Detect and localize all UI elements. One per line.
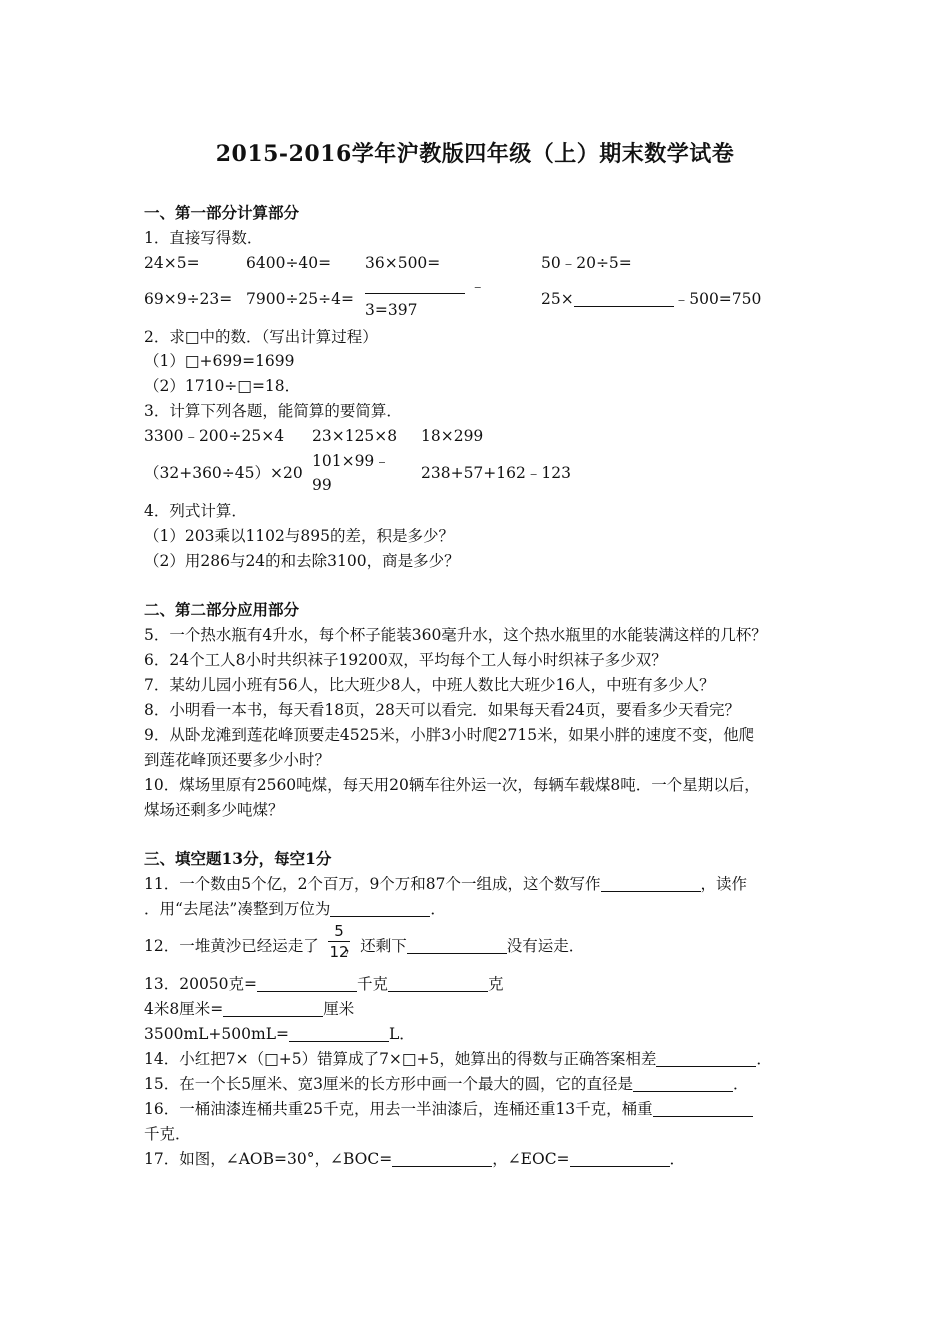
answer-blank[interactable] — [574, 290, 674, 307]
q3-r2-c1: （32+360÷45）×20 — [144, 464, 303, 482]
q1-r2-c1: 69×9÷23= — [144, 290, 233, 308]
q11-line2-post: ． — [430, 900, 446, 918]
q13-line2-pre: 4米8厘米= — [144, 1000, 224, 1018]
answer-blank[interactable] — [653, 1100, 753, 1117]
q12-pre: 12．一堆黄沙已经运走了 — [144, 937, 319, 955]
q12-line — [144, 936, 584, 956]
q1-r2-minus: ﹣ — [469, 277, 486, 295]
answer-blank[interactable] — [388, 975, 488, 992]
q3-r1-c3: 18×299 — [421, 427, 484, 445]
q11-line2 — [144, 899, 446, 919]
q13-line2 — [144, 999, 354, 1019]
q7-text: 7．某幼儿园小班有56人，比大班少8人，中班人数比大班少16人，中班有多少人？ — [144, 676, 715, 694]
part3-heading: 三、填空题13分，每空1分 — [144, 849, 332, 868]
q4-a: （1）203乘以1102与895的差，积是多少？ — [144, 527, 454, 545]
q11-line1-pre: 11．一个数由5个亿，2个百万，9个万和87个一组成，这个数写作 — [144, 875, 601, 893]
q14-line — [144, 1049, 772, 1069]
q16-line2: 千克． — [144, 1125, 191, 1143]
q13-line3-post: L． — [389, 1025, 415, 1043]
q11-line2-pre: ．用“去尾法”凑整到万位为 — [144, 900, 331, 918]
q2-text: 2．求□中的数．（写出计算过程） — [144, 328, 378, 346]
q13-line1-post: 克 — [488, 975, 504, 993]
q1-r1-c1: 24×5= — [144, 254, 200, 272]
q1-r2-c4-post: ﹣500=750 — [673, 290, 762, 308]
q14-pre: 14．小红把7×（□+5）错算成了7×□+5，她算出的得数与正确答案相差 — [144, 1050, 657, 1068]
answer-blank[interactable] — [407, 937, 507, 954]
q14-post: ． — [756, 1050, 772, 1068]
q1-r2-c2: 7900÷25÷4= — [246, 290, 354, 308]
q3-r2-c2-bottom: 99 — [312, 476, 332, 494]
q3-r2-c3: 238+57+162﹣123 — [421, 464, 571, 482]
q9-line2: 到莲花峰顶还要多少小时？ — [144, 751, 331, 769]
q1-r2-c3-tail: 3=397 — [365, 301, 418, 319]
q16-line1 — [144, 1099, 753, 1119]
q1-r1-c3: 36×500= — [365, 254, 441, 272]
q4-text: 4．列式计算． — [144, 502, 247, 520]
q13-line1-pre: 13．20050克= — [144, 975, 258, 993]
part1-heading: 一、第一部分计算部分 — [144, 203, 300, 222]
q17-mid: ，∠EOC= — [492, 1150, 570, 1168]
answer-blank[interactable] — [392, 1150, 492, 1167]
answer-blank[interactable] — [601, 875, 701, 892]
answer-blank[interactable] — [289, 1025, 389, 1042]
q17-line — [144, 1149, 685, 1169]
q12-post: 没有运走． — [506, 937, 585, 955]
answer-blank[interactable] — [570, 1150, 670, 1167]
q15-pre: 15．在一个长5厘米、宽3厘米的长方形中画一个最大的圆，它的直径是 — [144, 1075, 633, 1093]
answer-blank[interactable] — [330, 900, 430, 917]
q12-mid: ，还剩下 — [344, 937, 407, 955]
q5-text: 5．一个热水瓶有4升水，每个杯子能装360毫升水，这个热水瓶里的水能装满这样的几杯？ — [144, 626, 767, 644]
answer-blank[interactable] — [365, 277, 465, 294]
q1-r2-c4 — [541, 289, 761, 309]
q9-line1: 9．从卧龙滩到莲花峰顶要走4525米，小胖3小时爬2715米，如果小胖的速度不变，他爬 — [144, 726, 755, 744]
answer-blank[interactable] — [223, 1000, 323, 1017]
q13-line3 — [144, 1024, 415, 1044]
fraction-five-twelfths — [326, 922, 352, 961]
q15-post: ． — [732, 1075, 749, 1093]
page-title: 2015-2016学年沪教版四年级（上）期末数学试卷 — [215, 141, 735, 167]
fraction-numerator: 5 — [334, 922, 344, 940]
q8-text: 8．小明看一本书，每天看18页，28天可以看完．如果每天看24页，要看多少天看完？ — [144, 701, 741, 719]
part2-heading: 二、第二部分应用部分 — [144, 600, 300, 619]
q13-line1-mid: 千克 — [357, 975, 389, 993]
q11-line1-post: ，读作 — [700, 875, 748, 893]
q3-r1-c1: 3300﹣200÷25×4 — [144, 427, 285, 445]
q1-r1-c2: 6400÷40= — [246, 254, 332, 272]
q10-line1: 10．煤场里原有2560吨煤，每天用20辆车往外运一次，每辆车载煤8吨．一个星期以后， — [144, 776, 760, 794]
q17-pre: 17．如图，∠AOB=30°，∠BOC= — [144, 1150, 393, 1168]
q1-r2-c4-pre: 25× — [541, 290, 574, 308]
q6-text: 6．24个工人8小时共织袜子19200双，平均每个工人每小时织袜子多少双？ — [144, 651, 667, 669]
q17-post: ． — [669, 1150, 686, 1168]
q3-text: 3．计算下列各题，能简算的要简算． — [144, 402, 402, 420]
q11-line1 — [144, 874, 747, 894]
answer-blank[interactable] — [656, 1050, 756, 1067]
q2-a: （1）□+699=1699 — [144, 352, 295, 370]
fraction-bar — [328, 941, 350, 942]
q15-line — [144, 1074, 748, 1094]
q10-line2: 煤场还剩多少吨煤？ — [144, 801, 284, 819]
q13-line3-pre: 3500mL+500mL= — [144, 1025, 289, 1043]
q1-r2-c3-first-line — [365, 276, 485, 296]
q3-r1-c2: 23×125×8 — [312, 427, 398, 445]
q13-line1 — [144, 974, 504, 994]
q16-line1-text: 16．一桶油漆连桶共重25千克，用去一半油漆后，连桶还重13千克，桶重 — [144, 1100, 653, 1118]
fraction-denominator: 12 — [329, 943, 349, 961]
q2-b: （2）1710÷□=18． — [144, 377, 301, 395]
answer-blank[interactable] — [633, 1075, 733, 1092]
q13-line2-post: 厘米 — [323, 1000, 355, 1018]
q1-r1-c4: 50﹣20÷5= — [541, 254, 632, 272]
q3-r2-c2-top: 101×99﹣ — [312, 452, 390, 470]
q1-text: 1．直接写得数． — [144, 229, 263, 247]
answer-blank[interactable] — [257, 975, 357, 992]
q4-b: （2）用286与24的和去除3100，商是多少？ — [144, 552, 460, 570]
